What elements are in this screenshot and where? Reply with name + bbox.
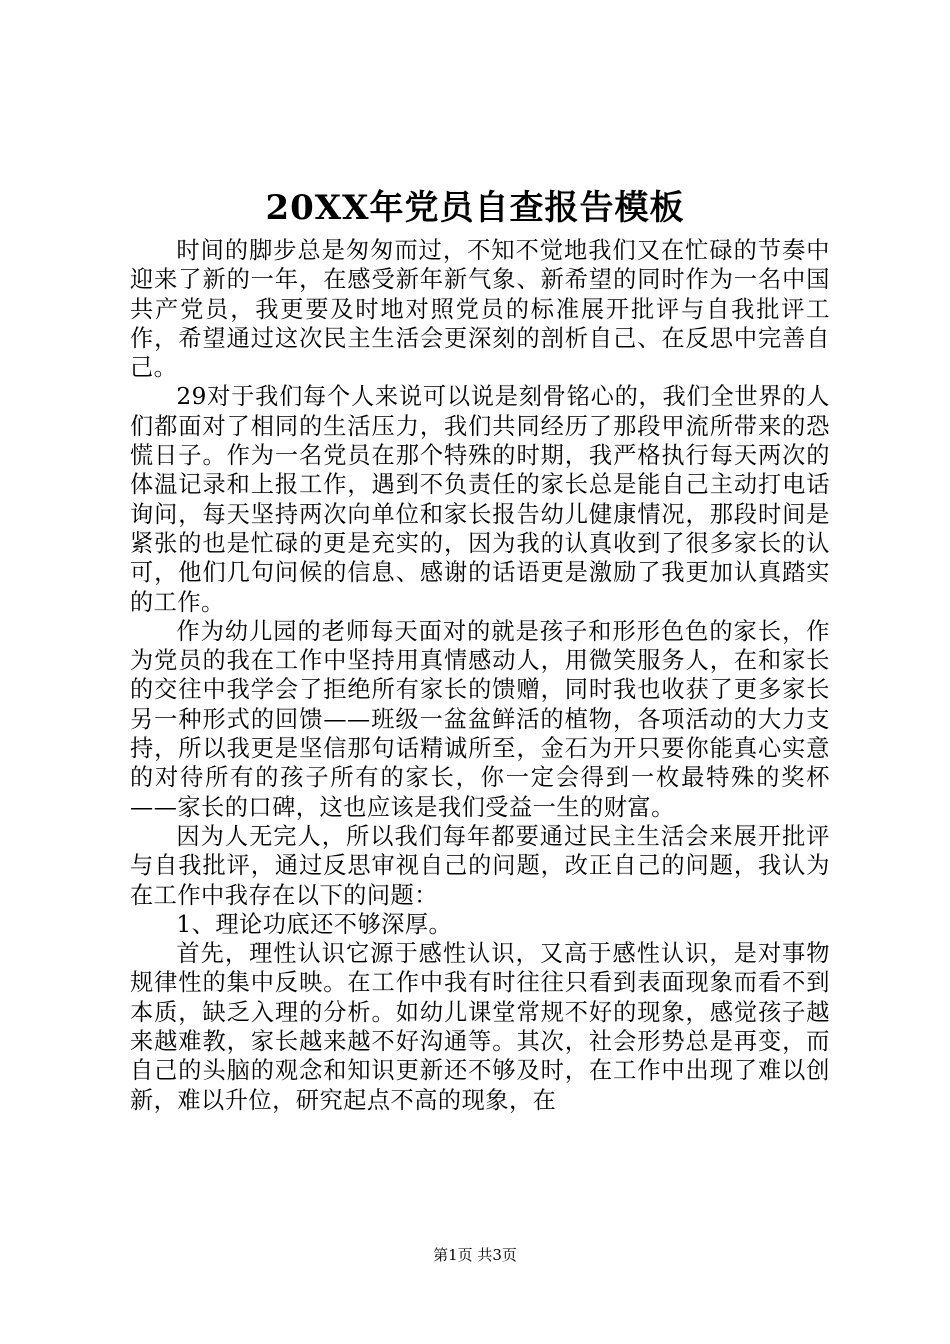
- document-title: 20XX年党员自查报告模板: [265, 188, 685, 228]
- paragraph-4: 因为人无完人，所以我们每年都要通过民主生活会来展开批评与自我批评，通过反思审视自己的问题，改正自己的问题，我认为在工作中我存在以下的问题：: [130, 822, 830, 909]
- paragraph-5: 1、理论功底还不够深厚。: [176, 910, 453, 938]
- page-footer: 第1页 共3页: [433, 1246, 517, 1264]
- document-body: [130, 236, 830, 1115]
- paragraph-1: 时间的脚步总是匆匆而过，不知不觉地我们又在忙碌的节奏中迎来了新的一年，在感受新年新气象、新希望的同时作为一名中国共产党员，我更要及时地对照党员的标准展开批评与自我批评工作，希望通过这次民主生活会更深刻的剖析自己、在反思中完善自己。: [130, 237, 830, 382]
- paragraph-2: 29对于我们每个人来说可以说是刻骨铭心的，我们全世界的人们都面对了相同的生活压力，我们共同经历了那段甲流所带来的恐慌日子。作为一名党员在那个特殊的时期，我严格执行每天两次的体温记录和上报工作，遇到不负责任的家长总是能自己主动打电话询问，每天坚持两次向单位和家长报告幼儿健康情况，那段时间是紧张的也是忙碌的更是充实的，因为我的认真收到了很多家长的认可，他们几句问候的信息、感谢的话语更是激励了我更加认真踏实的工作。: [130, 383, 830, 616]
- paragraph-3: 作为幼儿园的老师每天面对的就是孩子和形形色色的家长，作为党员的我在工作中坚持用真情感动人，用微笑服务人，在和家长的交往中我学会了拒绝所有家长的馈赠，同时我也收获了更多家长另一种形式的回馈——班级一盆盆鲜活的植物，各项活动的大力支持，所以我更是坚信那句话精诚所至，金石为开只要你能真心实意的对待所有的孩子所有的家长，你一定会得到一枚最特殊的奖杯——家长的口碑，这也应该是我们受益一生的财富。: [130, 617, 830, 821]
- paragraph-6: 首先，理性认识它源于感性认识，又高于感性认识，是对事物规律性的集中反映。在工作中我有时往往只看到表面现象而看不到本质，缺乏入理的分析。如幼儿课堂常规不好的现象，感觉孩子越来越难教，家长越来越不好沟通等。其次，社会形势总是再变，而自己的头脑的观念和知识更新还不够及时，在工作中出现了难以创新，难以升位，研究起点不高的现象，在: [130, 940, 830, 1114]
